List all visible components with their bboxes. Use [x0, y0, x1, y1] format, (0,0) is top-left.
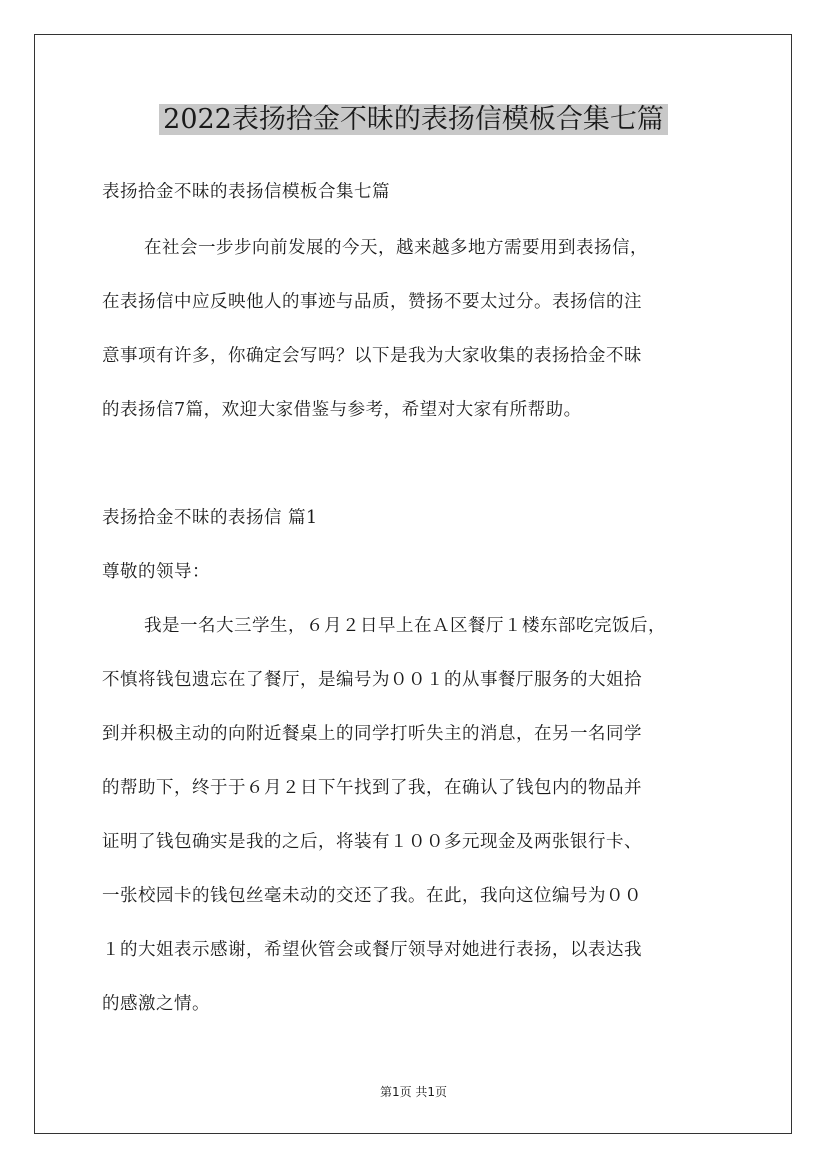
body-line: 的感激之情。 [102, 994, 210, 1014]
body-line: 我是一名大三学生，６月２日早上在Ａ区餐厅１楼东部吃完饭后， [144, 616, 666, 636]
body-line: 不慎将钱包遗忘在了餐厅，是编号为００１的从事餐厅服务的大姐拾 [102, 670, 642, 690]
intro-line: 在社会一步步向前发展的今天，越来越多地方需要用到表扬信， [144, 238, 648, 258]
body-line: 的帮助下，终于于６月２日下午找到了我，在确认了钱包内的物品并 [102, 778, 642, 798]
body-line: １的大姐表示感谢，希望伙管会或餐厅领导对她进行表扬，以表达我 [102, 940, 642, 960]
page-footer: 第1页 共1页 [379, 1085, 448, 1099]
document-title-text: 2022表扬拾金不昧的表扬信模板合集七篇 [159, 104, 668, 135]
body-line: 证明了钱包确实是我的之后，将装有１００多元现金及两张银行卡、 [102, 832, 642, 852]
body-line: 一张校园卡的钱包丝毫未动的交还了我。在此，我向这位编号为００ [102, 886, 642, 906]
body-line: 到并积极主动的向附近餐桌上的同学打听失主的消息，在另一名同学 [102, 724, 642, 744]
salutation: 尊敬的领导： [102, 562, 210, 582]
intro-line: 的表扬信7篇，欢迎大家借鉴与参考，希望对大家有所帮助。 [102, 400, 582, 420]
document-subtitle: 表扬拾金不昧的表扬信模板合集七篇 [102, 182, 390, 202]
document-title [0, 100, 827, 140]
intro-line: 意事项有许多，你确定会写吗？以下是我为大家收集的表扬拾金不昧 [102, 346, 642, 366]
section-heading: 表扬拾金不昧的表扬信 篇1 [102, 508, 318, 528]
intro-line: 在表扬信中应反映他人的事迹与品质，赞扬不要太过分。表扬信的注 [102, 292, 642, 312]
